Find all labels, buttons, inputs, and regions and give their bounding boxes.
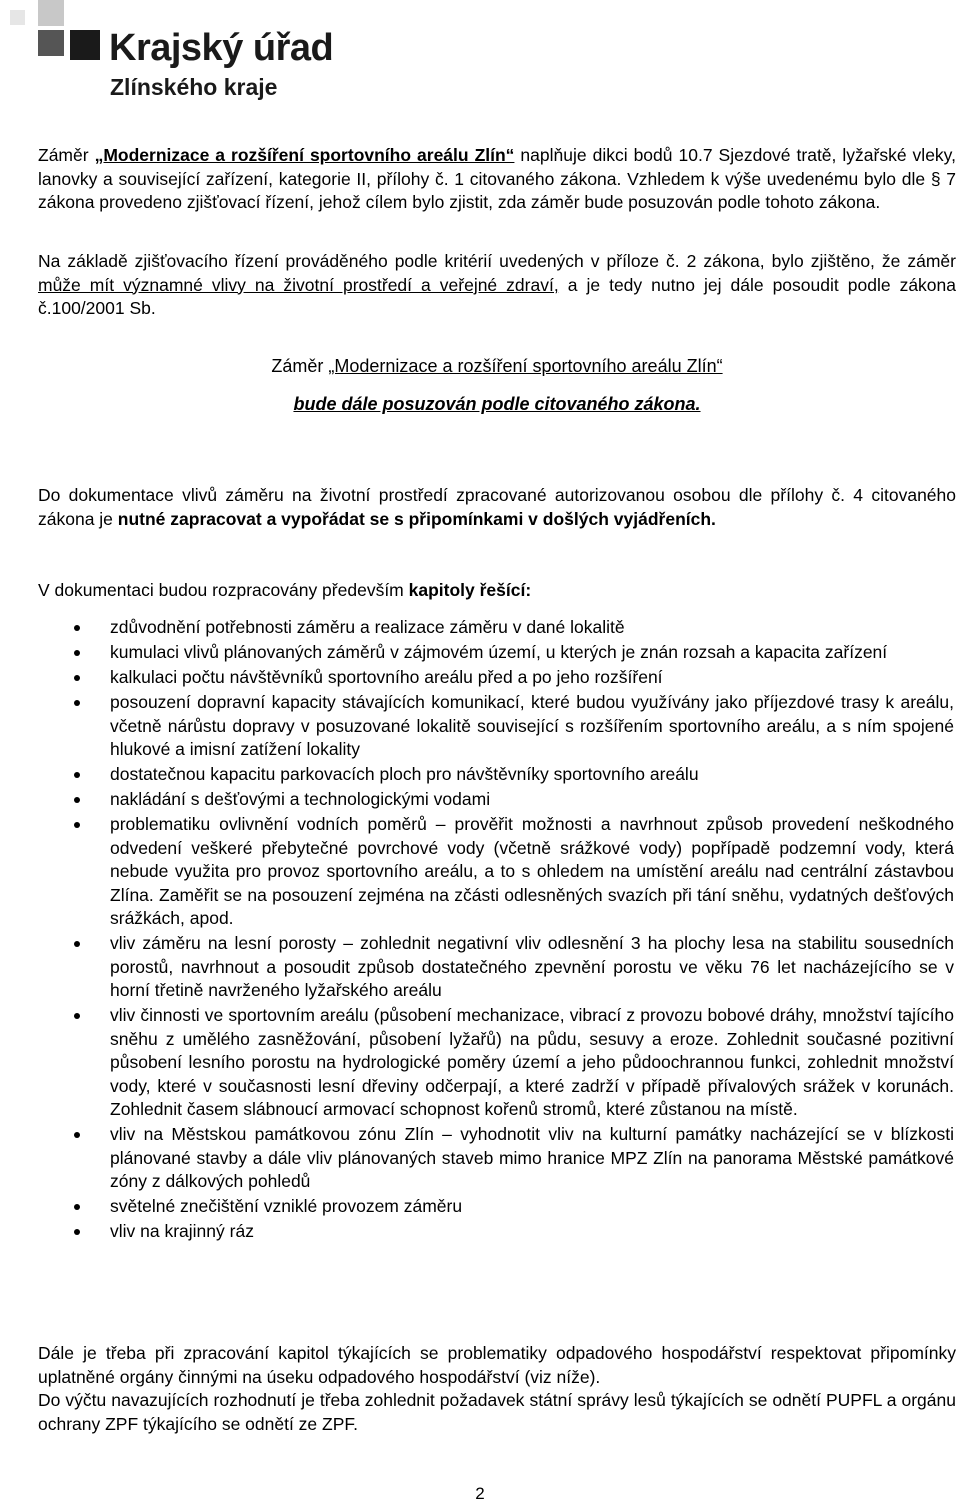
bullet-icon [74,797,80,803]
list-item: vliv na krajinný ráz [0,1220,956,1244]
list-item: dostatečnou kapacitu parkovacích ploch pro návštěvníky sportovního areálu [0,763,956,787]
conclusion-project-name: „Modernizace a rozšíření sportovního areálu Zlín“ [328,356,723,376]
conclusion-line-1: Záměr „Modernizace a rozšíření sportovního areálu Zlín“ [271,356,723,376]
list-item: zdůvodnění potřebnosti záměru a realizace záměru v dané lokalitě [0,616,956,640]
logo-square-lightgray [10,10,25,25]
bullet-icon [74,772,80,778]
chapters-intro: V dokumentaci budou rozpracovány především kapitoly řešící: [38,580,532,600]
bullet-icon [74,625,80,631]
list-item: vliv záměru na lesní porosty – zohlednit negativní vliv odlesnění 3 ha plochy lesa na stabilitu sousedních porostů, navrhnout a posoudit způsob dostatečného zpevnění porostu ve věku 76 let nacházejícího se v horní třetině navrženého lyžařského areálu [0,932,956,1003]
closing-paragraph-2: Do výčtu navazujících rozhodnutí je třeba zohlednit požadavek státní správy lesů týkajících se odnětí PUPFL a orgánu ochrany ZPF týkajícího se odnětí ze ZPF. [38,1390,956,1434]
documentation-paragraph: Do dokumentace vlivů záměru na životní prostředí zpracované autorizovanou osobou dle přílohy č. 4 citovaného zákona je nutné zapracovat a vypořádat se s připomínkami v došlých vyjádřeních. [38,485,956,529]
conclusion-line-2: bude dále posuzován podle citovaného zákona. [293,394,701,414]
bullet-icon [74,650,80,656]
bullet-icon [74,675,80,681]
list-item: nakládání s dešťovými a technologickými vodami [0,788,956,812]
logo-square-darkgray [38,30,64,56]
list-item: vliv činnosti ve sportovním areálu (působení mechanizace, vibrací z provozu bobové dráhy, množství tajícího sněhu z umělého zasněžování, působení lyžařů) na půdu, sesuvy a eroze. Zohlednit současné pozitivní působení lesního porostu na hydrologické poměry území a jeho půdoochrannou funkci, zohlednit množství vody, které v současnosti lesní dřeviny odčerpají, a které zadrží v případě přívalových srážek v korunách. Zohlednit časem slábnoucí armovací schopnost kořenů stromů, které zůstanou na místě. [0,1004,956,1122]
intro-paragraph-1: Záměr „Modernizace a rozšíření sportovního areálu Zlín“ naplňuje dikci bodů 10.7 Sjezdové tratě, lyžařské vleky, lanovky a související zařízení, kategorie II, přílohy č. 1 citovaného zákona. Vzhledem k výše uvedenému bylo dle § 7 zákona provedeno zjišťovací řízení, jehož cílem bylo zjistit, zda záměr bude posuzován podle tohoto zákona. [38,145,956,212]
logo-title: Krajský úřad [109,27,334,69]
project-name: „Modernizace a rozšíření sportovního areálu Zlín“ [94,145,515,165]
bullet-icon [74,941,80,947]
bullet-icon [74,822,80,828]
bullet-icon [74,1132,80,1138]
list-item: problematiku ovlivnění vodních poměrů – prověřit možnosti a navrhnout způsob provedení neškodného odvedení veškeré přebytečné povrchové vody (včetně srážkové vody) popřípadě podzemní vody, která nebude využita pro provoz sportovního areálu, a to s ohledem na umístění areálu nad centrální zástavbou Zlína. Zaměřit se na posouzení zejména na zčásti odlesněných svazích při tání sněhu, vydatných dešťových srážkách, apod. [0,813,956,931]
logo-square-gray [38,0,64,26]
list-item: kalkulaci počtu návštěvníků sportovního areálu před a po jeho rozšíření [0,666,956,690]
bullet-icon [74,1204,80,1210]
logo [0,0,334,110]
list-item: kumulaci vlivů plánovaných záměrů v zájmovém území, u kterých je znán rozsah a kapacita zařízení [0,641,956,665]
list-item: vliv na Městskou památkovou zónu Zlín – vyhodnotit vliv na kulturní památky nacházející se v blízkosti plánované stavby a dále vliv plánovaných staveb mimo hranice MPZ Zlín na panorama Městské památkové zóny z dálkových pohledů [0,1123,956,1194]
page-number: 2 [475,1484,485,1503]
closing-paragraph-1: Dále je třeba při zpracování kapitol týkajících se problematiky odpadového hospodářství respektovat připomínky uplatněné orgány činnými na úseku odpadového hospodářství (viz níže). [38,1343,956,1387]
list-item: světelné znečištění vzniklé provozem záměru [0,1195,956,1219]
bullet-icon [74,700,80,706]
bullet-icon [74,1229,80,1235]
list-item: posouzení dopravní kapacity stávajících komunikací, které budou využívány jako příjezdové trasy k areálu, včetně nárůstu dopravy v posuzované lokalitě související s rozšířením sportovního areálu, a s ním spojené hlukové a imisní zatížení lokality [0,691,956,762]
logo-subtitle: Zlínského kraje [110,74,278,100]
intro-paragraph-2: Na základě zjišťovacího řízení prováděného podle kritérií uvedených v příloze č. 2 zákona, bylo zjištěno, že záměr může mít významné vlivy na životní prostředí a veřejné zdraví, a je tedy nutno jej dále posoudit podle zákona č.100/2001 Sb. [38,251,956,318]
logo-square-black [70,30,100,60]
bullet-icon [74,1013,80,1019]
chapters-list [0,616,956,1245]
